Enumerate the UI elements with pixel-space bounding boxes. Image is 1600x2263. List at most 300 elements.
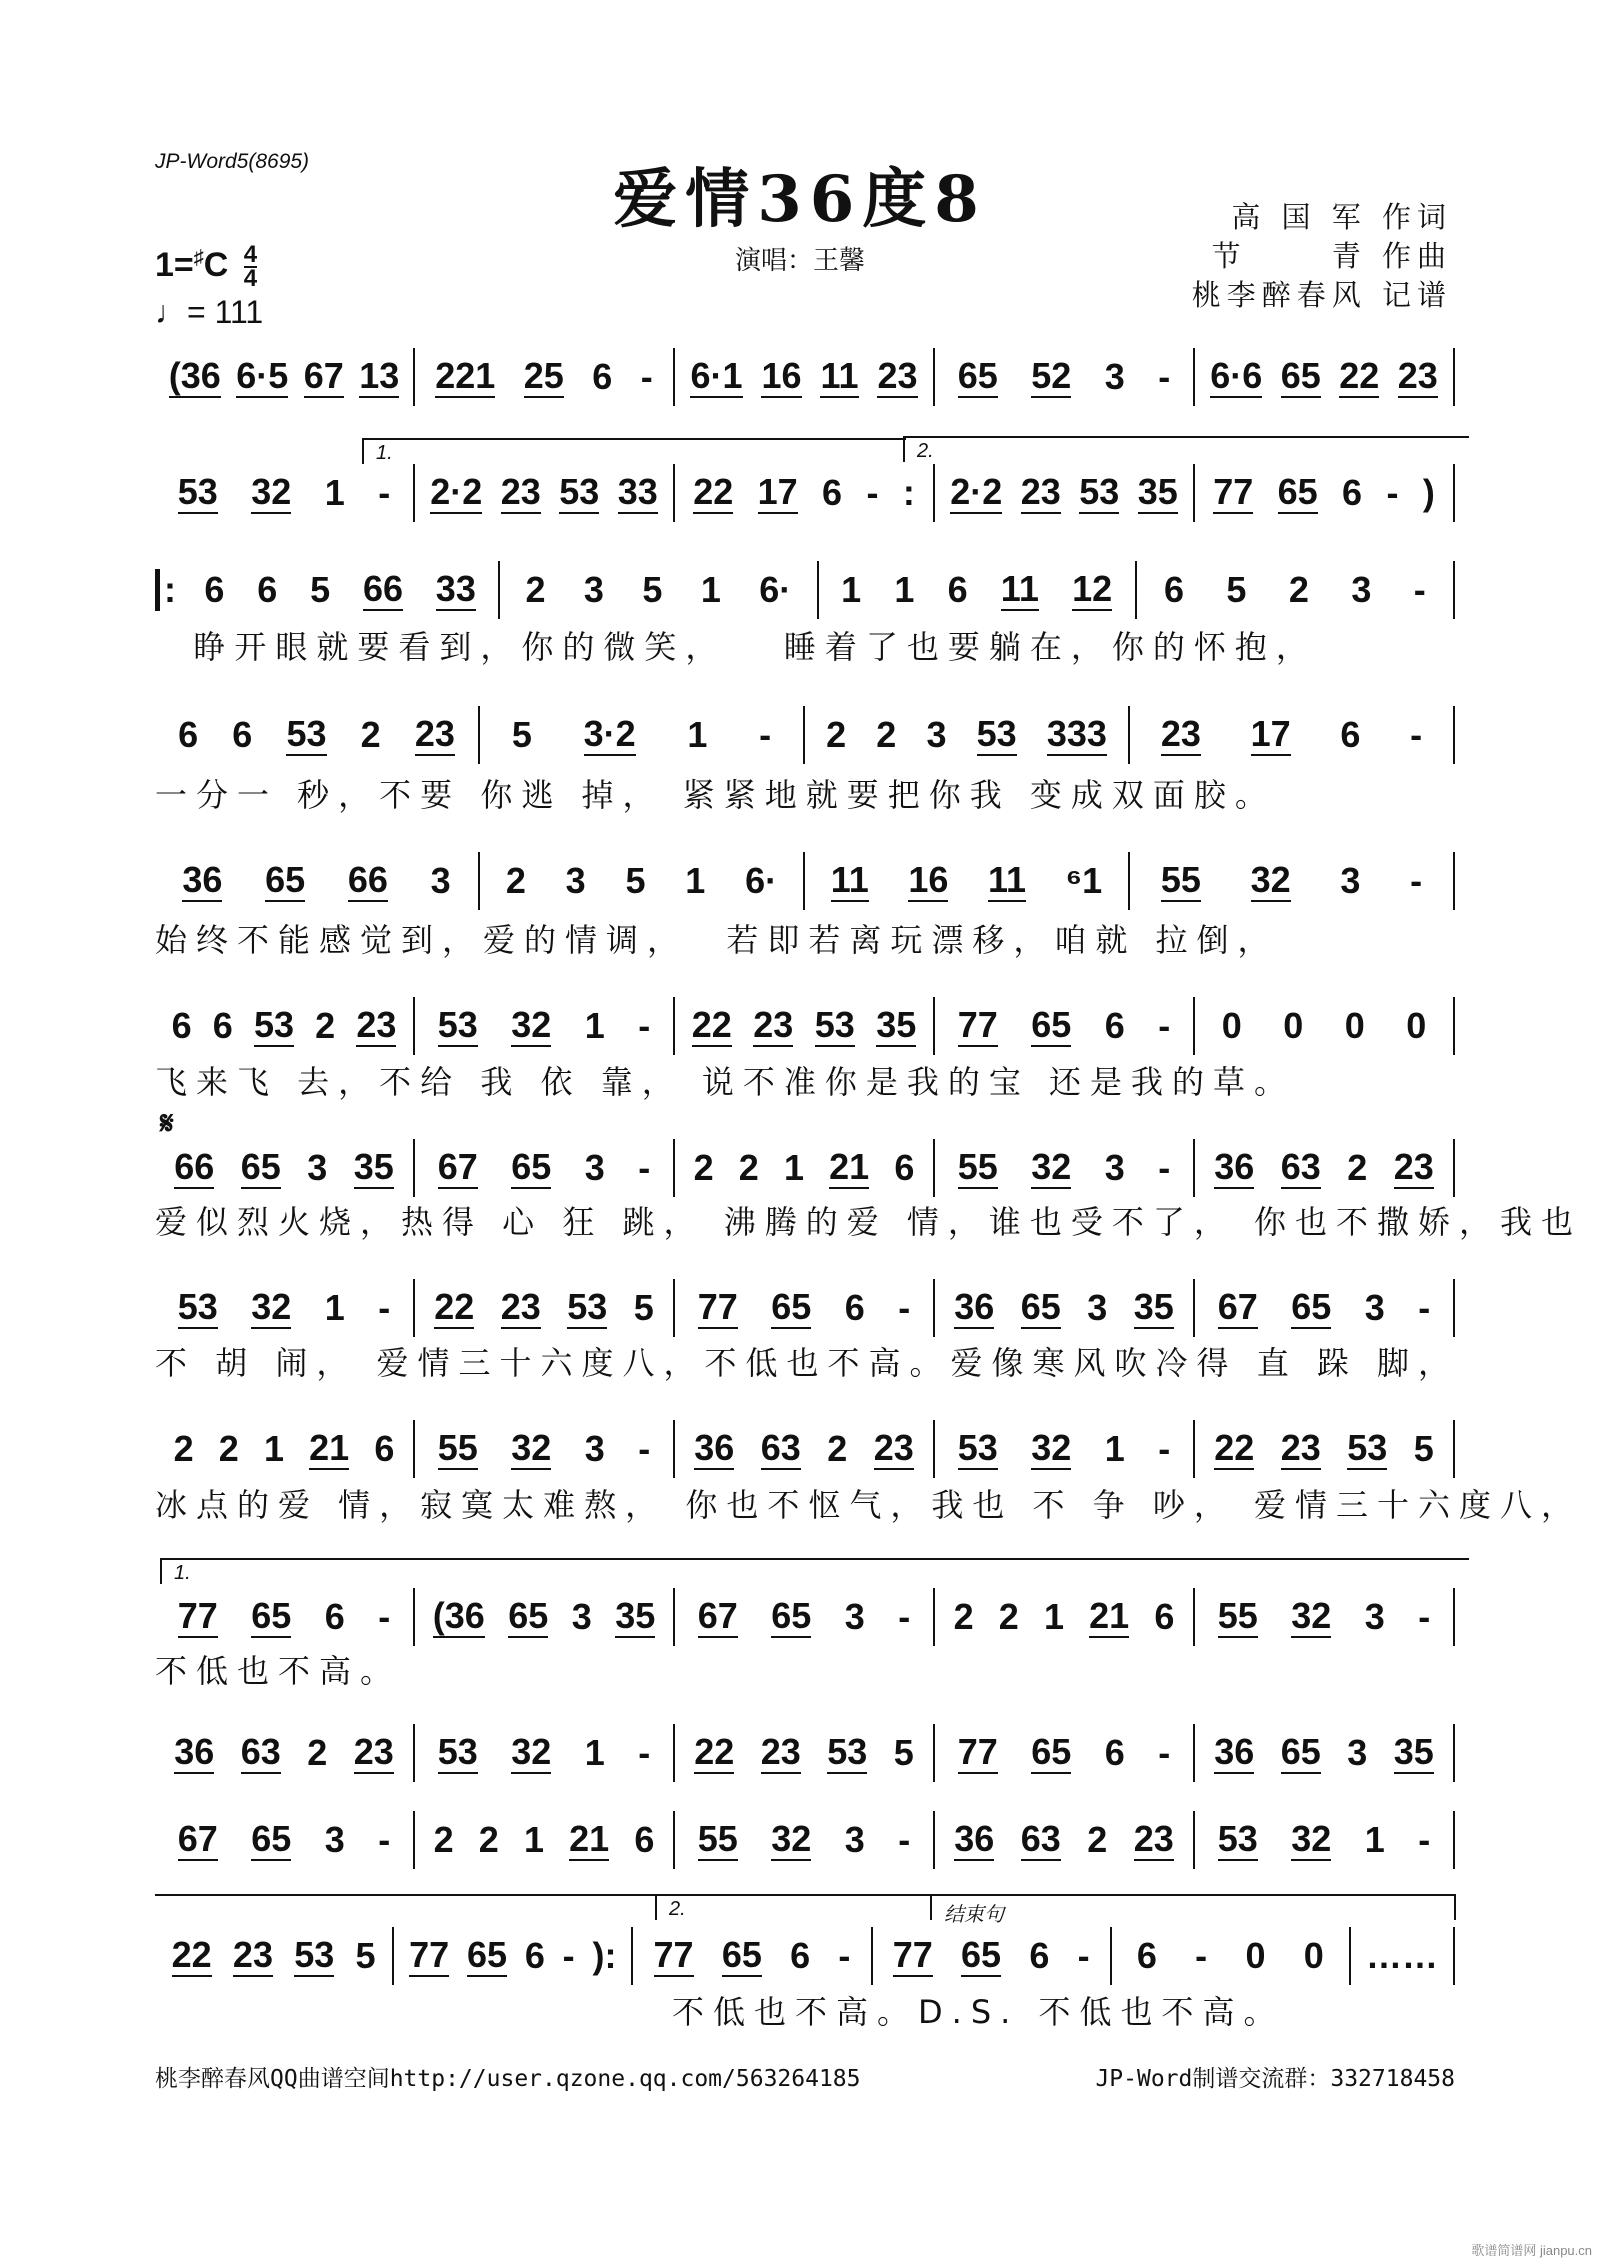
system-8 xyxy=(155,1279,1455,1337)
note-group: 3 xyxy=(1104,356,1125,397)
note-group: 3 xyxy=(926,714,947,755)
note-group: 2 xyxy=(307,1732,328,1773)
note-group: 0 xyxy=(1221,1005,1242,1046)
note-group: - xyxy=(898,1819,911,1860)
note-group: (36 xyxy=(168,354,221,396)
note-group: 0 xyxy=(1245,1935,1266,1976)
note-group: 6 xyxy=(324,1596,345,1637)
note-group: 32 xyxy=(511,1426,552,1468)
note-group: 32 xyxy=(511,1003,552,1045)
system-6 xyxy=(155,997,1455,1055)
composer: 节 青 作曲 xyxy=(1211,239,1452,273)
note-group: 17 xyxy=(757,470,798,512)
note-group: 5 xyxy=(511,714,532,755)
note-group: 23 xyxy=(414,712,455,754)
note-group: 12 xyxy=(1072,567,1113,609)
note-group: 6 xyxy=(1163,569,1184,610)
note-group: 3 xyxy=(430,860,451,901)
measure xyxy=(675,997,935,1055)
measure xyxy=(155,1139,415,1197)
note-group: 77 xyxy=(409,1933,450,1975)
note-group: - xyxy=(1386,472,1399,513)
note-group: 63 xyxy=(1020,1817,1061,1859)
note-group: 36 xyxy=(174,1730,215,1772)
note-group: 65 xyxy=(961,1933,1002,1975)
measure xyxy=(155,348,415,406)
note-group: 6 xyxy=(1136,1935,1157,1976)
measure xyxy=(415,1279,675,1337)
note-group: 63 xyxy=(1280,1145,1321,1187)
note-group: 1 xyxy=(324,1287,345,1328)
measure xyxy=(415,464,675,522)
footer-left: 桃李醉春风QQ曲谱空间http://user.qzone.qq.com/563264185 xyxy=(155,2066,861,2092)
tempo: ♩= 111 xyxy=(155,294,264,330)
volta-second-2: 2. xyxy=(655,1894,931,1920)
note-group: 6 xyxy=(947,569,968,610)
note-group: 3 xyxy=(571,1596,592,1637)
note-group: 3·2 xyxy=(583,712,636,754)
key-signature xyxy=(155,241,258,292)
note-group: 1 xyxy=(584,1732,605,1773)
note-group: 2 xyxy=(693,1147,714,1188)
measure xyxy=(182,561,500,619)
lyricist: 高 国 军 作词 xyxy=(1231,200,1452,234)
note-group: 5 xyxy=(1413,1428,1434,1469)
note-group: - xyxy=(1418,1819,1431,1860)
note-group: 6· xyxy=(759,569,792,610)
measure xyxy=(155,1811,415,1869)
note-group: - xyxy=(1410,714,1423,755)
note-group: 23 xyxy=(500,470,541,512)
measure xyxy=(415,1139,675,1197)
note-group: 23 xyxy=(353,1730,394,1772)
note-group: 53 xyxy=(177,1285,218,1327)
system-10 xyxy=(155,1588,1455,1646)
note-group: 6 xyxy=(232,714,253,755)
singer: 演唱：王馨 xyxy=(734,246,865,276)
note-group: - xyxy=(838,1935,851,1976)
note-group: 53 xyxy=(559,470,600,512)
software-version: JP-Word5(8695) xyxy=(155,150,310,173)
note-group: 6·6 xyxy=(1210,354,1263,396)
note-group: 63 xyxy=(760,1426,801,1468)
measure xyxy=(935,1139,1195,1197)
measure xyxy=(675,1724,935,1782)
system-9 xyxy=(155,1420,1455,1478)
note-group: 1 xyxy=(783,1147,804,1188)
note-group: 65 xyxy=(1031,1730,1072,1772)
note-group: 11 xyxy=(820,354,859,396)
note-group: 65 xyxy=(771,1285,812,1327)
note-group: 23 xyxy=(877,354,918,396)
note-group: 2 xyxy=(953,1596,974,1637)
note-group: 53 xyxy=(814,1003,855,1045)
note-group: 3 xyxy=(307,1147,328,1188)
note-group: 6 xyxy=(894,1147,915,1188)
measure xyxy=(935,1811,1195,1869)
measure xyxy=(1195,1811,1455,1869)
note-group: 53 xyxy=(177,470,218,512)
note-group: 23 xyxy=(356,1003,397,1045)
system-1 xyxy=(155,348,1455,406)
note-group: 2 xyxy=(478,1819,499,1860)
note-group: 11 xyxy=(830,858,869,900)
note-group: - xyxy=(638,1428,651,1469)
measure xyxy=(155,1588,415,1646)
measure xyxy=(675,1139,935,1197)
volta-second: 2. xyxy=(903,436,1469,462)
note-group: 1 xyxy=(523,1819,544,1860)
measure xyxy=(480,706,805,764)
meter-bottom: 4 xyxy=(243,265,258,292)
note-group: 2 xyxy=(826,714,847,755)
lyrics-line: 爱似烈火烧，热得 心 狂 跳， 沸腾的爱 情，谁也受不了， 你也不撒娇，我也 xyxy=(155,1203,1583,1241)
note-group: 67 xyxy=(1217,1285,1258,1327)
measure xyxy=(155,1279,415,1337)
note-group: 16 xyxy=(761,354,802,396)
note-group: 6 xyxy=(790,1935,811,1976)
note-group: ⁶1 xyxy=(1065,860,1103,901)
note-group: 23 xyxy=(1160,712,1201,754)
note-group: 36 xyxy=(694,1426,735,1468)
note-group: 77 xyxy=(653,1933,694,1975)
note-group: 21 xyxy=(1089,1594,1130,1636)
lyrics-line: 冰点的爱 情，寂寞太难熬， 你也不怄气，我也 不 争 吵， 爱情三十六度八， xyxy=(155,1486,1583,1524)
note-group: - xyxy=(1410,860,1423,901)
note-group: - xyxy=(759,714,772,755)
note-group: 6 xyxy=(1104,1732,1125,1773)
measure xyxy=(1351,1927,1455,1985)
system-11 xyxy=(155,1724,1455,1782)
lyrics-line: 始终不能感觉到，爱的情调， 若即若离玩漂移，咱就 拉倒， xyxy=(155,921,1279,959)
measure xyxy=(675,1420,935,1478)
measure xyxy=(415,1724,675,1782)
measure xyxy=(935,997,1195,1055)
note-group: 36 xyxy=(1214,1730,1255,1772)
note-group: 21 xyxy=(309,1426,350,1468)
note-group: 53 xyxy=(1079,470,1120,512)
note-group: 35 xyxy=(1137,470,1178,512)
segno-icon: 𝄋 xyxy=(160,1105,174,1141)
note-group: 5 xyxy=(633,1287,654,1328)
note-group: - xyxy=(378,1287,391,1328)
note-group: 65 xyxy=(511,1145,552,1187)
measure xyxy=(1195,1724,1455,1782)
note-group: 32 xyxy=(251,1285,292,1327)
lyrics-line: 一分一 秒，不要 你逃 掉， 紧紧地就要把你我 变成双面胶。 xyxy=(155,776,1276,814)
measure xyxy=(155,1724,415,1782)
lyrics-line: 飞来飞 去，不给 我 依 靠， 说不准你是我的宝 还是我的草。 xyxy=(155,1063,1296,1101)
note-group: 35 xyxy=(1393,1730,1434,1772)
lyrics-line: 睁开眼就要看到，你的微笑， 睡着了也要躺在，你的怀抱， xyxy=(155,628,1317,666)
note-group: 32 xyxy=(1291,1817,1332,1859)
measure xyxy=(873,1927,1112,1985)
lyrics-line: 不 胡 闹， 爱情三十六度八，不低也不高。爱像寒风吹冷得 直 跺 脚， xyxy=(155,1344,1460,1382)
measure xyxy=(155,1420,415,1478)
note-group: 22 xyxy=(1339,354,1380,396)
note-group: 65 xyxy=(265,858,306,900)
note-group: 2 xyxy=(173,1428,194,1469)
measure xyxy=(480,852,805,910)
note-group: 66 xyxy=(362,567,403,609)
note-group: 2 xyxy=(1087,1819,1108,1860)
note-group: 55 xyxy=(1217,1594,1258,1636)
note-group: 0 xyxy=(1303,1935,1324,1976)
measure xyxy=(415,1811,675,1869)
note-group: 53 xyxy=(827,1730,868,1772)
note-group: 55 xyxy=(697,1817,738,1859)
note-group: (36 xyxy=(432,1594,485,1636)
note-group: 65 xyxy=(508,1594,549,1636)
note-group: 65 xyxy=(240,1145,281,1187)
measure xyxy=(155,1927,394,1985)
key-prefix: 1= xyxy=(155,245,194,284)
measure xyxy=(1137,561,1455,619)
volta-repeat-line xyxy=(155,1894,657,1920)
note-group: 2 xyxy=(525,569,546,610)
note-group: 1 xyxy=(841,569,862,610)
note-group: 5 xyxy=(625,860,646,901)
note-group: 32 xyxy=(251,470,292,512)
note-group: 6 xyxy=(257,569,278,610)
note-group: 65 xyxy=(771,1594,812,1636)
time-signature xyxy=(243,241,258,292)
note-group: 2 xyxy=(315,1005,336,1046)
note-group: 3 xyxy=(1087,1287,1108,1328)
song-title: 爱情36度8 xyxy=(613,162,987,237)
note-group: 2·2 xyxy=(950,470,1003,512)
note-group: 65 xyxy=(1020,1285,1061,1327)
note-group: 23 xyxy=(753,1003,794,1045)
note-group: 6 xyxy=(212,1005,233,1046)
note-group: 35 xyxy=(876,1003,917,1045)
note-group: 67 xyxy=(303,354,344,396)
note-group: 22 xyxy=(434,1285,475,1327)
note-group: 1 xyxy=(1104,1428,1125,1469)
transcriber: 桃李醉春风 记谱 xyxy=(1191,278,1452,312)
measure xyxy=(500,561,818,619)
note-group: 6 xyxy=(374,1428,395,1469)
note-group: 66 xyxy=(347,858,388,900)
watermark: 歌谱简谱网 jianpu.cn xyxy=(1471,2243,1592,2258)
measure xyxy=(805,852,1130,910)
note-group: 23 xyxy=(1020,470,1061,512)
note-group: 22 xyxy=(694,1730,735,1772)
note-group: 6 xyxy=(524,1935,545,1976)
note-group: : xyxy=(902,472,915,513)
note-group: 3 xyxy=(584,1147,605,1188)
note-group: 53 xyxy=(976,712,1017,754)
note-group: 3 xyxy=(1347,1732,1368,1773)
note-group: - xyxy=(866,472,879,513)
note-group: 3 xyxy=(844,1819,865,1860)
note-group: - xyxy=(898,1596,911,1637)
system-2 xyxy=(155,464,1455,522)
note-group: 33 xyxy=(435,567,476,609)
note-group: 22 xyxy=(1214,1426,1255,1468)
note-group: 6· xyxy=(745,860,778,901)
note-group: 3 xyxy=(1104,1147,1125,1188)
measure xyxy=(1195,1279,1455,1337)
note-group: 53 xyxy=(286,712,327,754)
note-group: 67 xyxy=(437,1145,478,1187)
note-group: 53 xyxy=(294,1933,335,1975)
note-group: - xyxy=(640,356,653,397)
note-group: 3 xyxy=(1340,860,1361,901)
note-group: 65 xyxy=(1280,354,1321,396)
note-group: 36 xyxy=(1214,1145,1255,1187)
note-group: 53 xyxy=(1347,1426,1388,1468)
note-group: 5 xyxy=(893,1732,914,1773)
lyrics-line: 不低也不高。D.S. 不低也不高。 xyxy=(672,1993,1285,2031)
note-group: 67 xyxy=(697,1594,738,1636)
note-group: 5 xyxy=(355,1935,376,1976)
note-group: 1 xyxy=(1043,1596,1064,1637)
measure xyxy=(155,997,415,1055)
note-group: 33 xyxy=(617,470,658,512)
note-group: 0 xyxy=(1344,1005,1365,1046)
measure xyxy=(415,1588,675,1646)
note-group: 6 xyxy=(1029,1935,1050,1976)
note-group: 6 xyxy=(822,472,843,513)
note-group: 6·1 xyxy=(690,354,743,396)
repeat-start-icon: : xyxy=(155,569,176,611)
measure xyxy=(1195,1588,1455,1646)
note-group: 3 xyxy=(324,1819,345,1860)
note-group: - xyxy=(1195,1935,1208,1976)
note-group: 77 xyxy=(177,1594,218,1636)
measure xyxy=(1130,852,1455,910)
note-group: 1 xyxy=(894,569,915,610)
measure xyxy=(675,1588,935,1646)
measure xyxy=(805,706,1130,764)
note-group: 55 xyxy=(957,1145,998,1187)
note-group: 23 xyxy=(1133,1817,1174,1859)
note-group: 53 xyxy=(567,1285,608,1327)
note-group: 55 xyxy=(1160,858,1201,900)
note-group: 6 xyxy=(171,1005,192,1046)
measure xyxy=(1112,1927,1351,1985)
note-group: 1 xyxy=(685,860,706,901)
measure xyxy=(935,1279,1195,1337)
note-group: 1 xyxy=(687,714,708,755)
note-group: 65 xyxy=(251,1594,292,1636)
note-group: 66 xyxy=(174,1145,215,1187)
system-3 xyxy=(155,561,1455,619)
note-group: - xyxy=(378,472,391,513)
note-group: 32 xyxy=(1250,858,1291,900)
measure xyxy=(675,1811,935,1869)
note-group: 2 xyxy=(827,1428,848,1469)
note-group: 6 xyxy=(634,1819,655,1860)
note-group: - xyxy=(1413,569,1426,610)
note-group: 333 xyxy=(1046,712,1107,754)
note-group: 53 xyxy=(253,1003,294,1045)
measure xyxy=(935,464,1195,522)
note-group: 65 xyxy=(1291,1285,1332,1327)
note-group: 21 xyxy=(829,1145,870,1187)
note-group: 55 xyxy=(437,1426,478,1468)
note-group: 32 xyxy=(1291,1594,1332,1636)
note-group: 5 xyxy=(310,569,331,610)
measure xyxy=(415,348,675,406)
note-group: - xyxy=(378,1819,391,1860)
system-13 xyxy=(155,1927,1455,1985)
note-group: 6 xyxy=(844,1287,865,1328)
note-group: 1 xyxy=(263,1428,284,1469)
measure xyxy=(935,348,1195,406)
note-group: 35 xyxy=(353,1145,394,1187)
note-group: …… xyxy=(1365,1935,1438,1976)
note-group: 23 xyxy=(1393,1145,1434,1187)
note-group: 65 xyxy=(1031,1003,1072,1045)
note-group: 16 xyxy=(908,858,949,900)
note-group: 3 xyxy=(565,860,586,901)
note-group: 0 xyxy=(1283,1005,1304,1046)
note-group: 6 xyxy=(592,356,613,397)
measure xyxy=(675,348,935,406)
note-group: 6 xyxy=(204,569,225,610)
note-group: - xyxy=(1158,1005,1171,1046)
note-group: 6 xyxy=(178,714,199,755)
note-group: - xyxy=(1158,1428,1171,1469)
note-group: 6 xyxy=(1340,714,1361,755)
note-group: 13 xyxy=(359,354,400,396)
note-group: 67 xyxy=(177,1817,218,1859)
note-group: 32 xyxy=(1031,1145,1072,1187)
note-group: - xyxy=(562,1935,575,1976)
note-group: 65 xyxy=(1277,470,1318,512)
note-group: 3 xyxy=(583,569,604,610)
note-group: 36 xyxy=(954,1285,995,1327)
note-group: 1 xyxy=(700,569,721,610)
footer-right: JP-Word制谱交流群：332718458 xyxy=(1095,2066,1455,2092)
system-7 xyxy=(155,1139,1455,1197)
note-group: 77 xyxy=(697,1285,738,1327)
note-group: 3 xyxy=(584,1428,605,1469)
note-group: 23 xyxy=(873,1426,914,1468)
note-group: 65 xyxy=(466,1933,507,1975)
measure xyxy=(1195,464,1455,522)
note-group: 2 xyxy=(433,1819,454,1860)
volta-first: 1. xyxy=(362,438,906,464)
note-group: 65 xyxy=(721,1933,762,1975)
note-group: 35 xyxy=(1133,1285,1174,1327)
note-group: - xyxy=(1418,1596,1431,1637)
measure xyxy=(819,561,1137,619)
note-group: - xyxy=(638,1005,651,1046)
measure xyxy=(415,997,675,1055)
note-group: 2 xyxy=(738,1147,759,1188)
note-group: - xyxy=(1158,1147,1171,1188)
note-group: 63 xyxy=(240,1730,281,1772)
note-group: 53 xyxy=(957,1426,998,1468)
note-group: 6 xyxy=(1154,1596,1175,1637)
note-group: 6 xyxy=(1342,472,1363,513)
note-group: 6 xyxy=(1104,1005,1125,1046)
note-group: 11 xyxy=(1000,567,1039,609)
note-group: - xyxy=(638,1147,651,1188)
note-group: 1 xyxy=(1364,1819,1385,1860)
note-group: 32 xyxy=(771,1817,812,1859)
note-group: 3 xyxy=(844,1596,865,1637)
measure xyxy=(155,464,415,522)
note-group: 23 xyxy=(232,1933,273,1975)
note-group: 53 xyxy=(437,1003,478,1045)
note-group: 32 xyxy=(1031,1426,1072,1468)
note-group: 17 xyxy=(1250,712,1291,754)
note-group: 23 xyxy=(1397,354,1438,396)
